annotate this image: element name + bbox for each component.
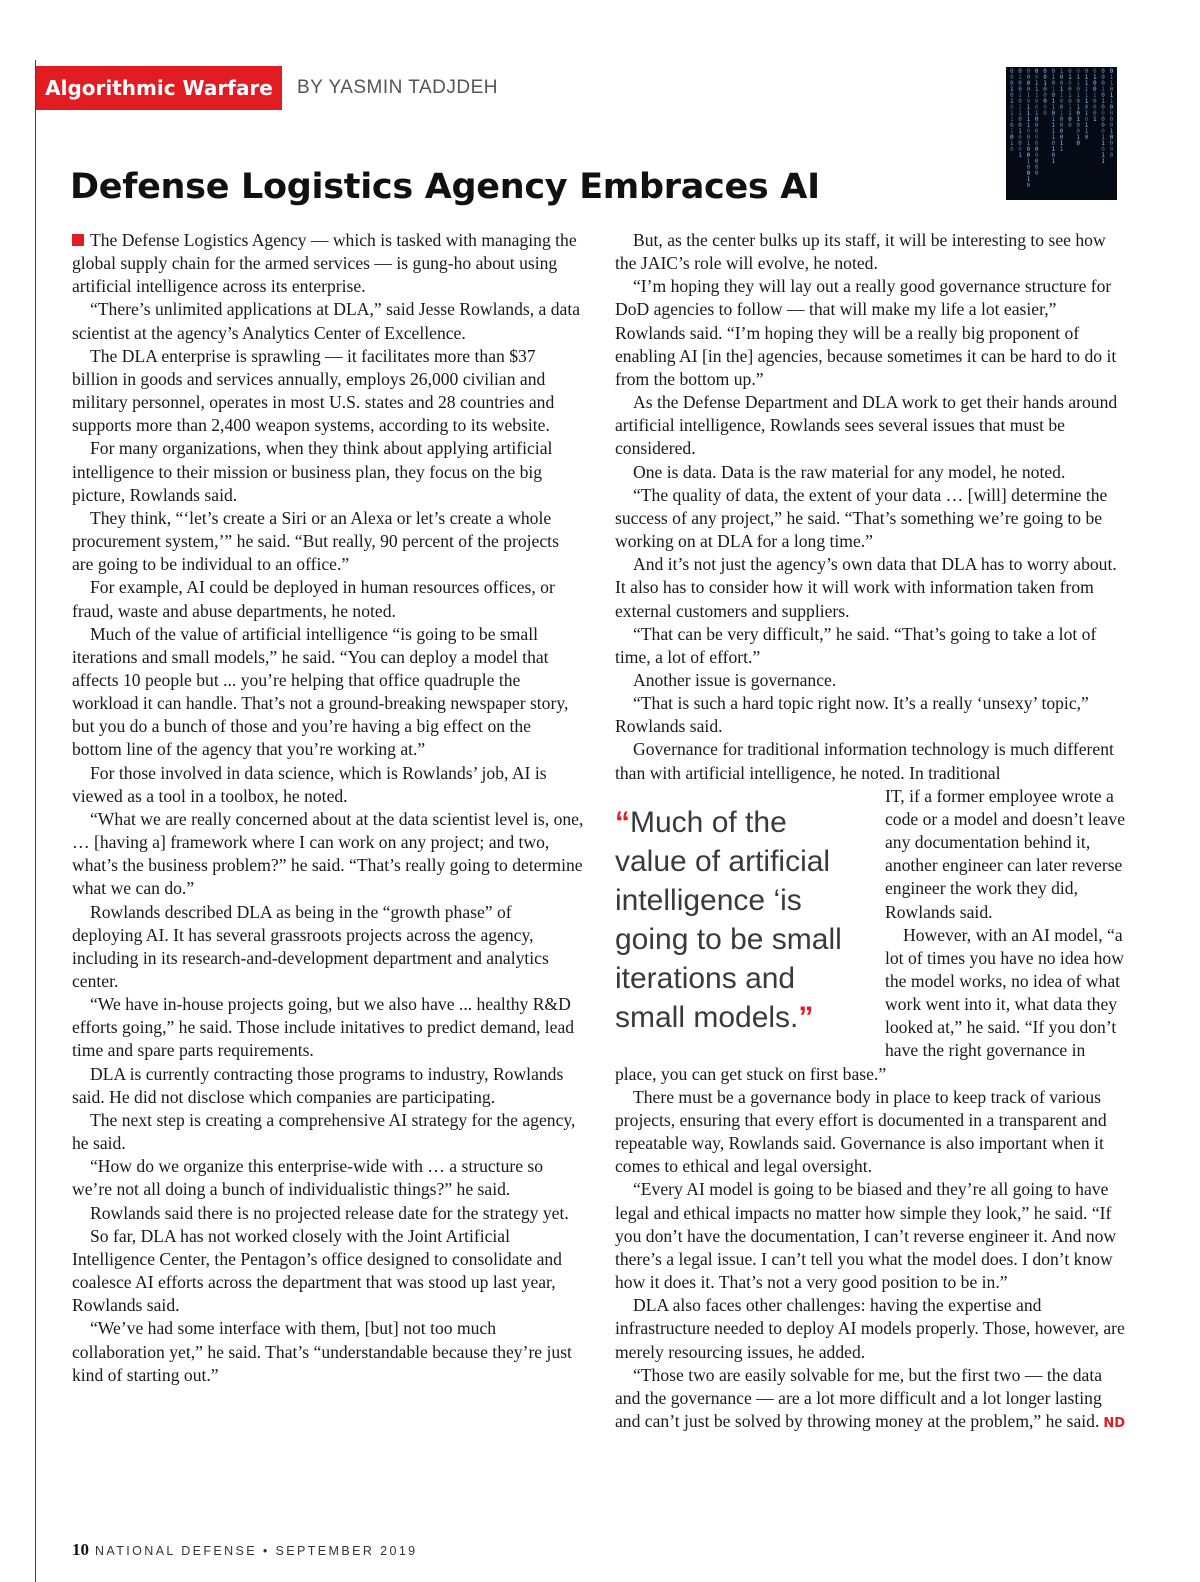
code-glyph: 0 [1093,110,1097,117]
code-glyph: 1 [1068,110,1072,117]
code-glyph: 1 [1010,140,1014,147]
code-glyph: 0 [1051,92,1056,99]
code-rain-graphic [1006,67,1117,200]
code-glyph: 1 [1010,98,1014,105]
code-glyph: 0 [1109,116,1114,123]
code-glyph: 0 [1026,170,1031,177]
code-glyph: 0 [1051,110,1056,117]
code-glyph: 1 [1084,86,1089,93]
code-glyph: 1 [1109,80,1114,87]
code-glyph: 0 [1076,128,1081,135]
paragraph: “That can be very difficult,” he said. “That’s going to take a lot of time, a lot of effort.” [615,623,1097,667]
code-glyph: 1 [1026,122,1031,129]
code-glyph: 0 [1043,104,1047,111]
paragraph: “There’s unlimited applications at DLA,” said Jesse Rowlands, a data scientist at the agency’s Analytics Center of Excellence. [72,299,581,343]
page-frame-line [35,60,36,1582]
digital-code-image [1006,67,1117,200]
code-glyph: 0 [1043,68,1047,75]
code-glyph: 0 [1109,68,1114,75]
code-glyph: 1 [1084,122,1089,129]
code-glyph: 0 [1076,68,1081,75]
code-glyph: 1 [1026,116,1031,123]
code-glyph: 0 [1026,74,1031,81]
code-glyph: 1 [1051,134,1056,141]
code-glyph: 0 [1068,68,1072,75]
code-glyph: 0 [1109,134,1114,141]
paragraph: “We have in-house projects going, but we also have ... healthy R&D efforts going,” he said. Those include initatives to predict demand, lead time and spare parts requirements. [72,994,575,1061]
code-glyph: 1 [1051,122,1056,129]
code-glyph: 0 [1059,134,1064,141]
code-glyph: 0 [1101,104,1105,111]
code-glyph: 0 [1068,122,1072,129]
code-glyph: 1 [1109,128,1114,135]
code-glyph: 1 [1010,116,1014,123]
code-glyph: 0 [1051,152,1056,159]
code-glyph: 1 [1018,104,1022,111]
paragraph: “I’m hoping they will lay out a really good governance structure for DoD agencies to follow — that will make my life a lot easier,” Rowlands said. “I’m hoping they will be a really big proponent of enabling AI [in the] agencies, because sometimes it can be hard to do it from the bottom up.” [615,276,1117,389]
paragraph: The next step is creating a comprehensive AI strategy for the agency, he said. [72,1109,576,1154]
code-glyph: 0 [1026,68,1031,75]
code-glyph: 1 [1059,110,1064,117]
code-glyph: 1 [1101,140,1105,147]
code-glyph: 1 [1076,74,1081,81]
paragraph: The DLA enterprise is sprawling — it facilitates more than $37 billion in goods and services annually, employs 26,000 civilian and military personnel, operates in most U.S. states and 28 countries and supports more than 2,400 weapon systems, according to its website. [72,345,555,436]
code-glyph: 1 [1076,134,1081,141]
code-glyph: 1 [1018,128,1022,135]
code-glyph: 0 [1051,68,1056,75]
code-glyph: 0 [1018,80,1022,87]
code-glyph: 0 [1059,74,1064,81]
headline: Defense Logistics Agency Embraces AI [70,167,820,207]
code-glyph: 0 [1034,146,1039,153]
code-glyph: 1 [1051,158,1056,165]
code-glyph: 1 [1051,104,1056,111]
code-glyph: 0 [1034,122,1039,129]
code-glyph: 0 [1034,116,1039,123]
lead-square-icon [72,234,84,246]
section-rubric: Algorithmic Warfare [36,66,282,110]
code-glyph: 0 [1026,86,1031,93]
code-glyph: 1 [1034,92,1039,99]
paragraph: Much of the value of artificial intelligence “is going to be small iterations and small models,” he said. “You can deploy a model that affects 10 people but ... you’re helping that office quadruple the workload it can handle. That’s not a ground-breaking newspaper story, but you do a bunch of those and you’re having a big effect on the bottom line of the agency that you’re working at.” [72,623,569,760]
code-glyph: 0 [1109,110,1114,117]
code-glyph: 0 [1018,134,1022,141]
paragraph: “Those two are easily solvable for me, but the first two — the data and the governance — are a lot more difficult and a lot longer lasting and can’t just be solved by throwing money at the problem,” he said. ND [615,1364,1126,1431]
code-glyph: 0 [1109,140,1114,147]
code-glyph: 1 [1101,152,1105,159]
code-glyph: 0 [1026,134,1031,141]
code-glyph: 0 [1034,68,1039,75]
code-glyph: 1 [1076,92,1081,99]
code-glyph: 0 [1043,110,1047,117]
code-glyph: 0 [1093,80,1097,87]
code-glyph: 0 [1043,92,1047,99]
code-glyph: 0 [1101,128,1105,135]
code-glyph: 0 [1034,140,1039,147]
page-number: 10 [72,1540,89,1559]
paragraph: DLA also faces other challenges: having the expertise and infrastructure needed to deploy AI models properly. Those, however, are merely resourcing issues, he added. [615,1295,1125,1362]
paragraph: The Defense Logistics Agency — which is tasked with managing the global supply chain for the armed services — is gung-ho about using artificial intelligence across its enterprise. [72,230,577,297]
code-glyph: 0 [1010,74,1014,81]
code-glyph: 0 [1059,128,1064,135]
code-glyph: 0 [1093,104,1097,111]
paragraph: “What we are really concerned about at the data scientist level is, one, … [having a] framework where I can work on any project; and two, what’s the business problem?” he said. “That’s really going to determine what we can do.” [72,808,584,899]
code-glyph: 1 [1101,158,1105,165]
code-glyph: 0 [1068,98,1072,105]
code-glyph: 1 [1068,92,1072,99]
open-quote-mark: “ [615,805,630,839]
code-glyph: 0 [1010,68,1014,75]
paragraph: DLA is currently contracting those programs to industry, Rowlands said. He did not disclose which companies are participating. [72,1063,564,1107]
code-glyph: 0 [1076,122,1081,129]
code-glyph: 1 [1034,80,1039,87]
paragraph: “How do we organize this enterprise-wide with … a structure so we’re not all doing a bunch of individualistic things?” he said. [72,1156,544,1200]
paragraph: “We’ve had some interface with them, [but] not too much collaboration yet,” he said. That’s “understandable because they’re just kind of starting out.” [72,1318,572,1385]
code-glyph: 1 [1084,92,1089,99]
code-glyph: 1 [1076,104,1081,111]
paragraph: “Every AI model is going to be biased and they’re all going to have legal and ethical impacts no matter how simple they look,” he said. “If you don’t have the documentation, I can’t reverse engineer it. And now there’s a legal issue. I can’t tell you what the model does. I don’t know how it does it. That’s not a very good position to be in.” [615,1179,1117,1293]
publication-line: NATIONAL DEFENSE • SEPTEMBER 2019 [95,1544,418,1558]
paragraph: One is data. Data is the raw material for any model, he noted. [633,461,1066,482]
code-glyph: 0 [1034,134,1039,141]
paragraph: For many organizations, when they think about applying artificial intelligence to their mission or business plan, they focus on the big picture, Rowlands said. [72,438,553,505]
code-glyph: 0 [1043,74,1047,81]
code-glyph: 0 [1084,134,1089,141]
code-glyph: 0 [1018,98,1022,105]
code-glyph: 0 [1076,140,1081,147]
code-glyph: 1 [1059,146,1064,153]
code-glyph: 0 [1010,134,1014,141]
code-glyph: 0 [1101,80,1105,87]
code-glyph: 0 [1101,116,1105,123]
code-glyph: 1 [1109,92,1114,99]
code-glyph: 0 [1059,116,1064,123]
code-glyph: 0 [1026,98,1031,105]
code-glyph: 0 [1109,104,1114,111]
code-glyph: 0 [1051,80,1056,87]
paragraph: So far, DLA has not worked closely with the Joint Artificial Intelligence Center, the Pentagon’s office designed to consolidate and coalesce AI efforts across the department that was stood up last year, Rowlands said. [72,1225,562,1316]
paragraph: Another issue is governance. [633,669,837,690]
code-glyph: 0 [1093,68,1097,75]
code-glyph: 0 [1026,146,1031,153]
paragraph: As the Defense Department and DLA work to get their hands around artificial intelligence, Rowlands sees several issues that must be considered. [615,392,1118,459]
code-glyph: 1 [1018,152,1022,159]
code-glyph: 0 [1034,170,1039,177]
code-glyph: 0 [1101,146,1105,153]
code-glyph: 0 [1034,98,1039,105]
paragraph: “That is such a hard topic right now. It’s a really ‘unsexy’ topic,” Rowlands said. [615,693,1089,737]
code-glyph: 1 [1093,116,1097,123]
code-glyph: 1 [1051,98,1056,105]
code-glyph: 1 [1101,98,1105,105]
code-glyph: 0 [1101,74,1105,81]
code-glyph: 0 [1018,68,1022,75]
code-glyph: 0 [1101,92,1105,99]
code-glyph: 0 [1084,68,1089,75]
code-glyph: 1 [1026,110,1031,117]
code-glyph: 0 [1109,86,1114,93]
code-glyph: 1 [1026,176,1031,183]
code-glyph: 1 [1010,110,1014,117]
code-glyph: 1 [1026,104,1031,111]
code-glyph: 0 [1051,140,1056,147]
code-glyph: 1 [1034,86,1039,93]
code-glyph: 0 [1026,152,1031,159]
code-glyph: 1 [1051,128,1056,135]
code-glyph: 0 [1034,128,1039,135]
code-glyph: 0 [1010,92,1014,99]
paragraph: For those involved in data science, which is Rowlands’ job, AI is viewed as a tool in a toolbox, he noted. [72,762,547,806]
code-glyph: 0 [1101,122,1105,129]
paragraph: Rowlands described DLA as being in the “growth phase” of deploying AI. It has several grassroots projects across the agency, including in its research-and-development department and analytics center. [72,901,549,991]
code-glyph: 0 [1018,122,1022,129]
byline: BY YASMIN TADJDEH [297,77,499,98]
code-glyph: 0 [1059,122,1064,129]
code-glyph: 0 [1026,128,1031,135]
code-glyph: 0 [1068,86,1072,93]
code-glyph: 1 [1068,104,1072,111]
code-glyph: 1 [1026,92,1031,99]
pull-quote-text: Much of the value of artificial intelligence ‘is going to be small iterations and small models. [615,805,842,1034]
code-glyph: 0 [1010,104,1014,111]
code-glyph: 1 [1026,158,1031,165]
code-glyph: 1 [1084,110,1089,117]
code-glyph: 1 [1059,92,1064,99]
code-glyph: 1 [1068,74,1072,81]
code-glyph: 0 [1010,80,1014,87]
code-glyph: 1 [1018,92,1022,99]
code-glyph: 0 [1101,68,1105,75]
close-quote-mark: ” [798,1000,814,1034]
column-1 [72,229,584,1387]
code-glyph: 0 [1026,164,1031,171]
paragraph: They think, “‘let’s create a Siri or an Alexa or let’s create a whole procurement system,’” he said. “But really, 90 percent of the projects are going to be individual to an office.” [72,507,559,575]
paragraph: There must be a governance body in place to keep track of various projects, ensuring that every effort is documented in a transparent and repeatable way, Rowlands said. Governance is also important when it comes to ethical and legal oversight. [615,1086,1107,1177]
code-glyph: 0 [1026,80,1031,87]
code-glyph: 0 [1018,140,1022,147]
code-glyph: 0 [1076,110,1081,117]
code-glyph: 0 [1034,164,1039,171]
code-glyph: 1 [1093,92,1097,99]
code-glyph: 1 [1084,128,1089,135]
code-glyph: 1 [1059,68,1064,75]
code-glyph: 0 [1109,122,1114,129]
code-glyph: 1 [1093,74,1097,81]
code-glyph: 1 [1043,80,1047,87]
code-glyph: 1 [1109,98,1114,105]
code-glyph: 0 [1059,80,1064,87]
code-glyph: 0 [1018,86,1022,93]
code-glyph: 0 [1010,122,1014,129]
code-glyph: 0 [1068,80,1072,87]
code-glyph: 0 [1101,110,1105,117]
code-glyph: 1 [1084,98,1089,105]
code-glyph: 0 [1109,152,1114,159]
code-glyph: 0 [1084,104,1089,111]
code-glyph: 1 [1059,86,1064,93]
code-glyph: 1 [1026,140,1031,147]
code-glyph: 1 [1051,146,1056,153]
code-glyph: 1 [1051,74,1056,81]
column-2 [615,229,1127,1435]
paragraph: For example, AI could be deployed in human resources offices, or fraud, waste and abuse departments, he noted. [72,577,555,621]
code-glyph: 0 [1034,74,1039,81]
pull-quote [615,803,863,1037]
code-glyph: 1 [1101,134,1105,141]
code-glyph: 0 [1034,152,1039,159]
paragraph: IT, if a former employee wrote a code or a model and doesn’t leave any documentation behind it, another engineer can later reverse engineer the work they did, Rowlands said. [885,785,1126,922]
code-glyph: 1 [1059,140,1064,147]
end-mark: ND [1103,1415,1126,1431]
code-glyph: 0 [1034,104,1039,111]
code-glyph: 1 [1010,86,1014,93]
code-glyph: 1 [1051,86,1056,93]
code-glyph: 0 [1076,86,1081,93]
paragraph: Governance for traditional information technology is much different than with artificial intelligence, he noted. In traditional [615,739,1114,783]
code-glyph: 1 [1018,110,1022,117]
code-glyph: 0 [1109,146,1114,153]
page-footer [72,1540,418,1560]
paragraph: Rowlands said there is no projected release date for the strategy yet. [90,1202,569,1223]
code-glyph: 0 [1059,104,1064,111]
code-glyph: 0 [1018,116,1022,123]
code-glyph: 1 [1010,128,1014,135]
code-glyph: 0 [1084,116,1089,123]
code-glyph: 1 [1051,116,1056,123]
code-glyph: 0 [1059,98,1064,105]
code-glyph: 0 [1093,98,1097,105]
code-glyph: 1 [1018,74,1022,81]
code-glyph: 0 [1026,182,1031,189]
paragraph: “The quality of data, the extent of your data … [will] determine the success of any project,” he said. “That’s something we’re going to be working on at DLA for a long time.” [615,484,1108,552]
paragraph: However, with an AI model, “a lot of times you have no idea how the model works, no idea of what work went into it, what data they looked at,” he said. “If you don’t have the right governance in place, you can get stuck on first base.” [615,924,1124,1084]
code-glyph: 0 [1043,86,1047,93]
paragraph: And it’s not just the agency’s own data that DLA has to worry about. It also has to consider how it will work with information taken from external customers and suppliers. [615,554,1117,621]
code-glyph: 1 [1101,86,1105,93]
code-glyph: 0 [1093,86,1097,93]
code-glyph: 1 [1034,110,1039,117]
paragraph: But, as the center bulks up its staff, it will be interesting to see how the JAIC’s role will evolve, he noted. [615,230,1106,274]
code-glyph: 1 [1084,80,1089,87]
code-glyph: 0 [1010,146,1014,153]
code-glyph: 0 [1018,146,1022,153]
code-glyph: 1 [1084,74,1089,81]
code-glyph: 1 [1109,74,1114,81]
code-glyph: 0 [1076,98,1081,105]
code-glyph: 0 [1068,116,1072,123]
code-glyph: 1 [1076,116,1081,123]
code-glyph: 0 [1034,158,1039,165]
code-glyph: 1 [1076,80,1081,87]
code-glyph: 0 [1043,98,1047,105]
